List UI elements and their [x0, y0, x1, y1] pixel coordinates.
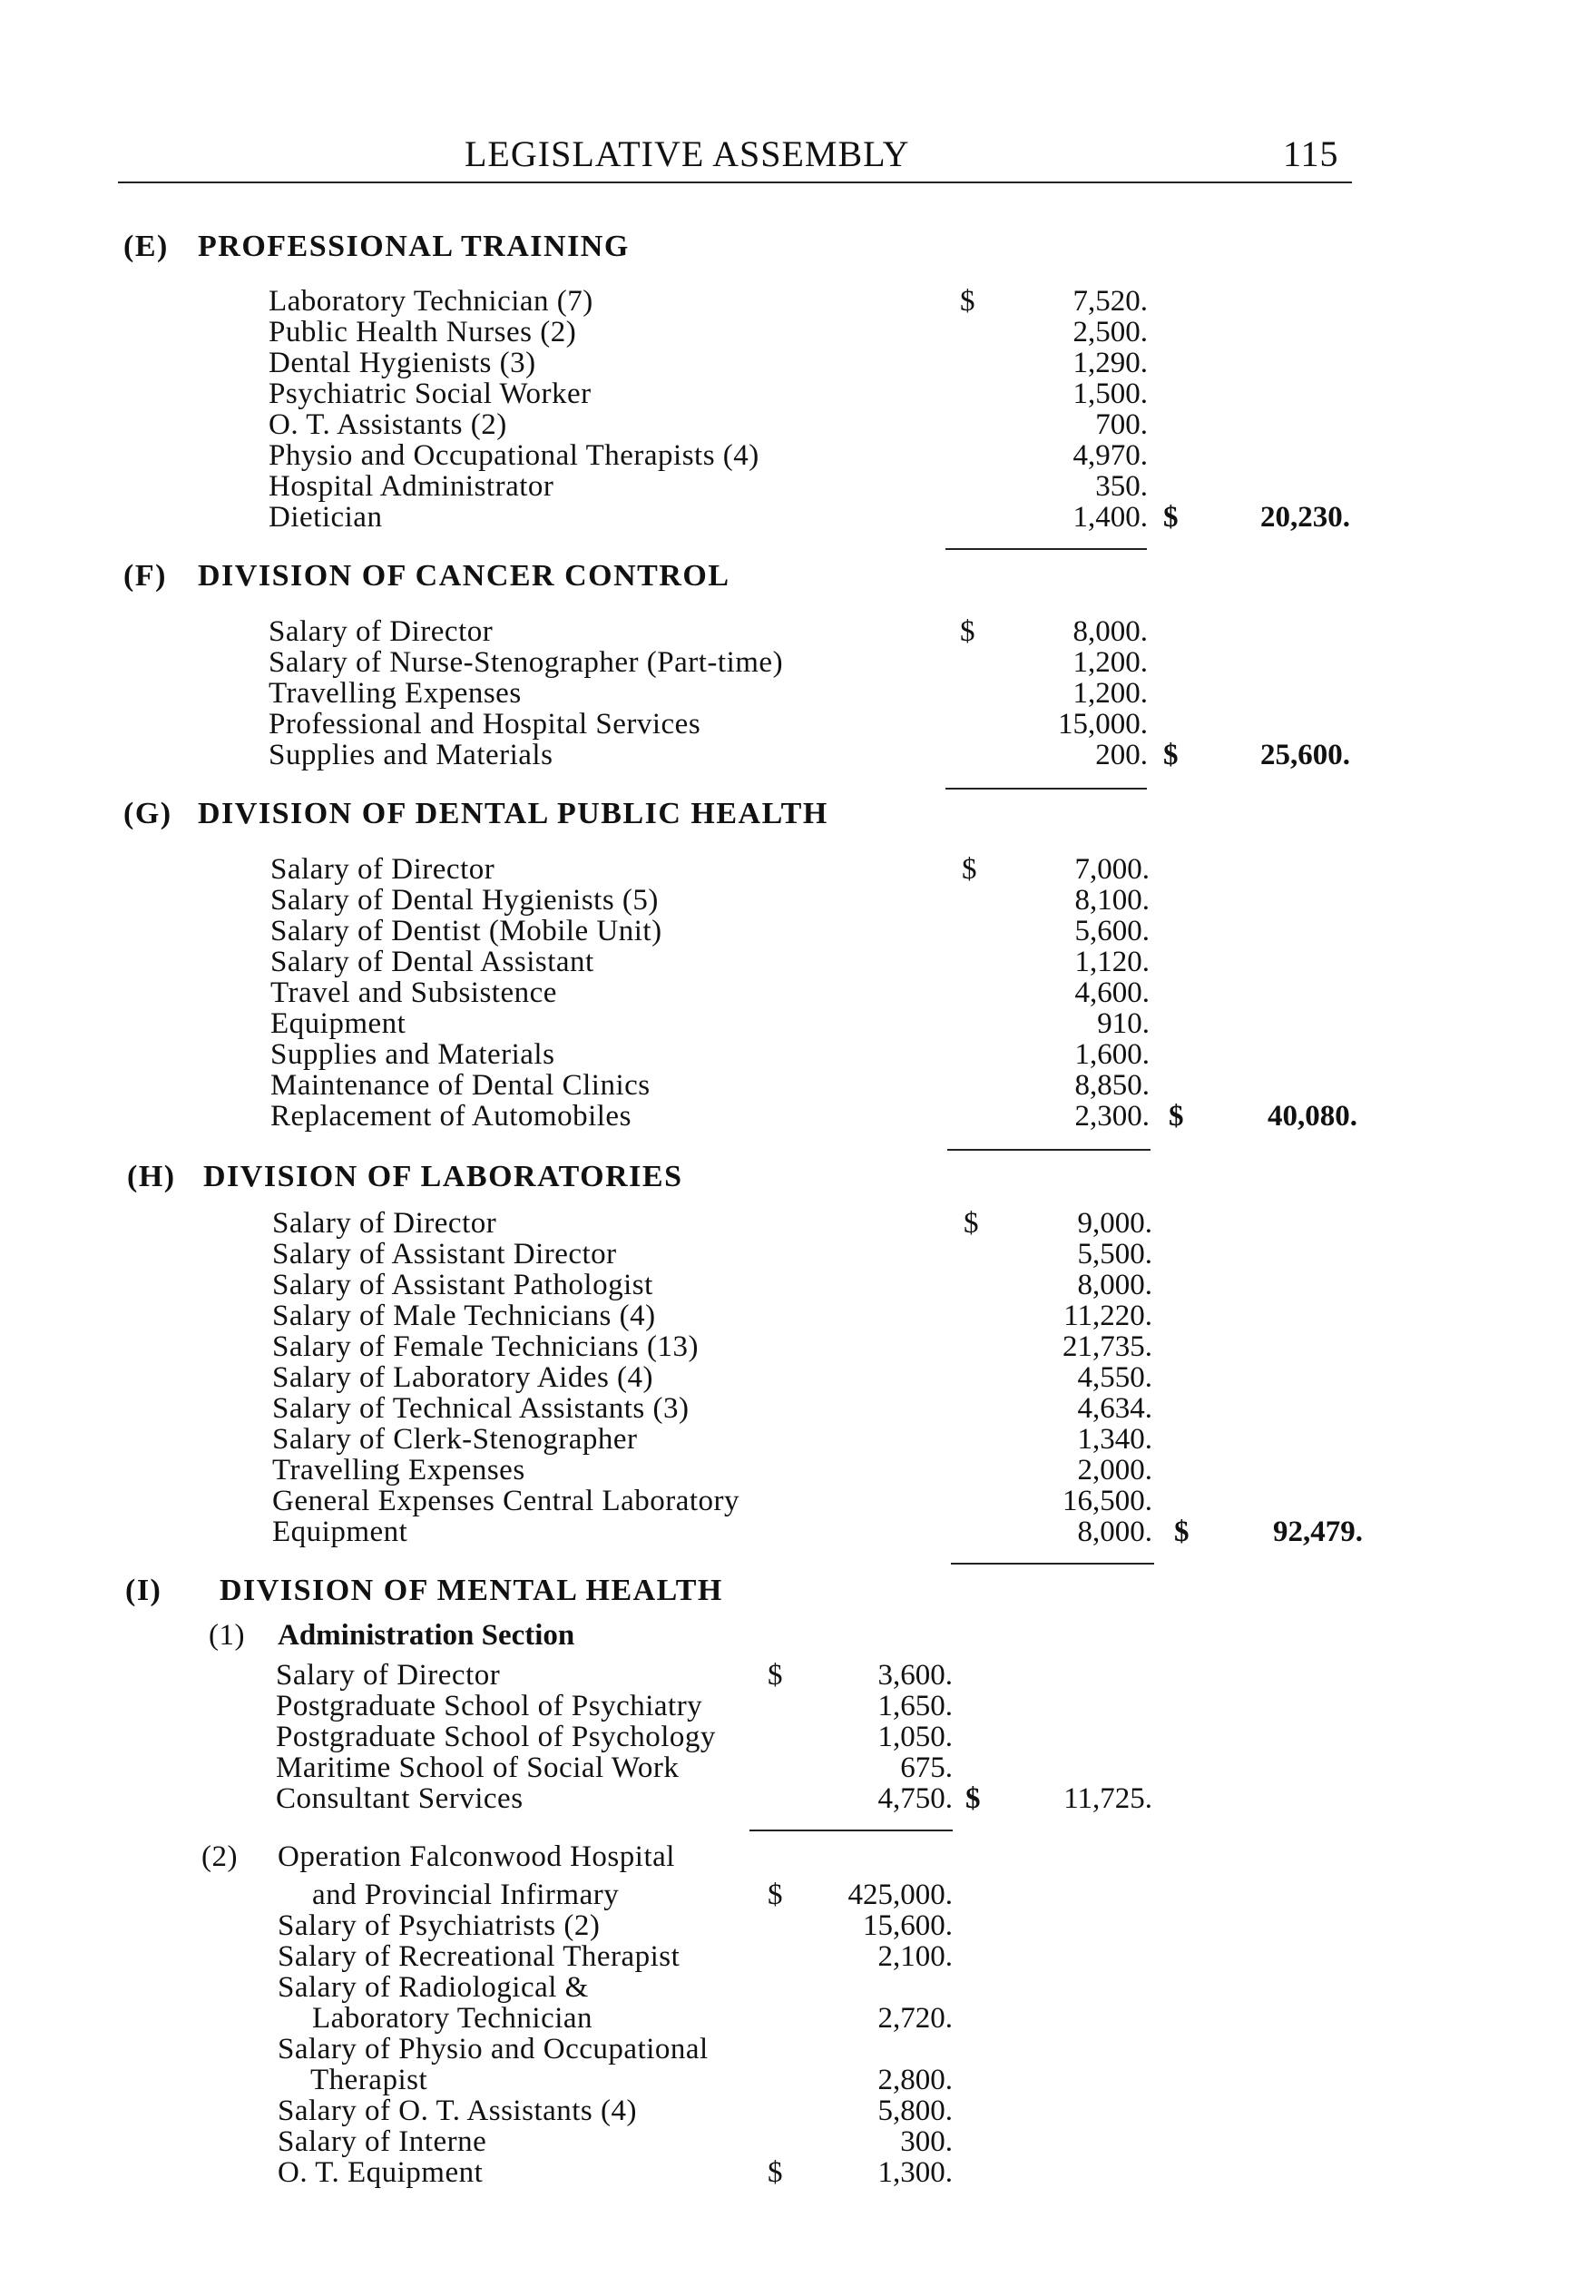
- line-item-label: Salary of Physio and Occupational: [278, 2033, 709, 2065]
- line-item-label: Salary of Nurse-Stenographer (Part-time): [269, 646, 784, 679]
- line-item-label: Salary of Director: [269, 615, 494, 648]
- line-item-label: Salary of Radiological &: [278, 1971, 589, 2004]
- subtotal-rule: [749, 1830, 953, 1831]
- line-item-label: Consultant Services: [276, 1782, 524, 1815]
- line-item-label: Physio and Occupational Therapists (4): [269, 439, 759, 472]
- line-item-amount: 8,000.: [1077, 1516, 1152, 1548]
- section-title: DIVISION OF LABORATORIES: [203, 1160, 683, 1193]
- line-item-label: Equipment: [272, 1516, 408, 1548]
- line-item-label: Salary of Female Technicians (13): [272, 1330, 699, 1363]
- line-item-amount: 1,050.: [877, 1721, 953, 1753]
- section-title: DIVISION OF CANCER CONTROL: [198, 559, 730, 593]
- line-item-amount: 4,750.: [877, 1782, 953, 1815]
- line-item-label: Salary of Recreational Therapist: [278, 1940, 681, 1973]
- line-item-amount: 21,735.: [1062, 1330, 1152, 1363]
- dollar-sign: $: [768, 2156, 783, 2189]
- subsection-title: Administration Section: [278, 1619, 575, 1652]
- section-total: 20,230.: [1260, 501, 1350, 534]
- line-item-label: Salary of Assistant Director: [272, 1238, 617, 1271]
- line-item-amount: 1,200.: [1072, 677, 1148, 710]
- line-item-amount: 5,800.: [877, 2095, 953, 2127]
- line-item-amount: 350.: [1095, 470, 1148, 503]
- line-item-amount: 1,200.: [1072, 646, 1148, 679]
- line-item-label: Salary of Director: [276, 1659, 501, 1692]
- dollar-sign: $: [962, 853, 977, 886]
- line-item-label: Salary of Dentist (Mobile Unit): [270, 915, 662, 947]
- line-item-amount: 8,100.: [1074, 884, 1150, 917]
- line-item-amount: 1,340.: [1077, 1423, 1152, 1456]
- section-letter: (I): [125, 1574, 162, 1607]
- subsection-number: (1): [209, 1619, 245, 1652]
- line-item-amount: 2,720.: [877, 2002, 953, 2035]
- line-item-amount: 2,300.: [1074, 1100, 1150, 1133]
- header-rule: [118, 182, 1352, 183]
- subtotal-rule: [947, 1149, 1150, 1151]
- line-item-label: Therapist: [310, 2064, 428, 2096]
- line-item-amount: 8,850.: [1074, 1069, 1150, 1102]
- line-item-amount: 7,520.: [1072, 285, 1148, 318]
- line-item-label: General Expenses Central Laboratory: [272, 1485, 740, 1517]
- line-item-amount: 11,220.: [1063, 1300, 1152, 1332]
- line-item-label: Psychiatric Social Worker: [269, 378, 592, 410]
- line-item-label: Maritime School of Social Work: [276, 1751, 680, 1784]
- dollar-sign: $: [1174, 1516, 1190, 1548]
- line-item-label: Travelling Expenses: [269, 677, 522, 710]
- line-item-amount: 200.: [1095, 739, 1148, 771]
- subsection-total: 11,725.: [1063, 1782, 1152, 1815]
- line-item-amount: 8,000.: [1077, 1269, 1152, 1301]
- line-item-amount: 425,000.: [847, 1879, 953, 1911]
- subtotal-rule: [951, 1563, 1154, 1565]
- line-item-amount: 4,634.: [1077, 1392, 1152, 1425]
- line-item-amount: 1,400.: [1072, 501, 1148, 534]
- line-item-amount: 4,550.: [1077, 1361, 1152, 1394]
- section-title: DIVISION OF MENTAL HEALTH: [220, 1574, 723, 1607]
- line-item-amount: 1,600.: [1074, 1038, 1150, 1071]
- line-item-label: Salary of Interne: [278, 2125, 487, 2158]
- dollar-sign: $: [964, 1207, 979, 1240]
- line-item-amount: 15,000.: [1058, 708, 1148, 741]
- subsection-number: (2): [201, 1840, 238, 1873]
- line-item-amount: 1,300.: [877, 2156, 953, 2189]
- section-total: 92,479.: [1273, 1516, 1363, 1548]
- line-item-amount: 8,000.: [1072, 615, 1148, 648]
- line-item-label: Replacement of Automobiles: [270, 1100, 632, 1133]
- line-item-amount: 1,500.: [1072, 378, 1148, 410]
- dollar-sign: $: [960, 615, 975, 648]
- line-item-label: Salary of Laboratory Aides (4): [272, 1361, 654, 1394]
- section-title: DIVISION OF DENTAL PUBLIC HEALTH: [198, 797, 828, 830]
- line-item-label: Dental Hygienists (3): [269, 347, 536, 379]
- line-item-amount: 1,290.: [1072, 347, 1148, 379]
- line-item-label: Equipment: [270, 1007, 406, 1040]
- line-item-label: Supplies and Materials: [270, 1038, 555, 1071]
- line-item-label: Salary of Technical Assistants (3): [272, 1392, 690, 1425]
- line-item-label: Salary of Dental Assistant: [270, 946, 594, 978]
- line-item-label: Operation Falconwood Hospital: [278, 1840, 675, 1873]
- line-item-amount: 9,000.: [1077, 1207, 1152, 1240]
- line-item-amount: 5,600.: [1074, 915, 1150, 947]
- dollar-sign: $: [768, 1879, 783, 1911]
- line-item-amount: 2,100.: [877, 1940, 953, 1973]
- dollar-sign: $: [965, 1782, 981, 1815]
- line-item-amount: 16,500.: [1062, 1485, 1152, 1517]
- line-item-label: Salary of Dental Hygienists (5): [270, 884, 659, 917]
- line-item-amount: 700.: [1095, 408, 1148, 441]
- line-item-label: Salary of Psychiatrists (2): [278, 1909, 601, 1942]
- line-item-label: Salary of Male Technicians (4): [272, 1300, 656, 1332]
- line-item-label: Travelling Expenses: [272, 1454, 525, 1487]
- line-item-label: Laboratory Technician: [312, 2002, 593, 2035]
- line-item-label: Maintenance of Dental Clinics: [270, 1069, 651, 1102]
- line-item-label: Laboratory Technician (7): [269, 285, 593, 318]
- subtotal-rule: [945, 548, 1147, 550]
- dollar-sign: $: [960, 285, 975, 318]
- line-item-amount: 3,600.: [877, 1659, 953, 1692]
- line-item-amount: 5,500.: [1077, 1238, 1152, 1271]
- line-item-amount: 675.: [900, 1751, 953, 1784]
- line-item-amount: 910.: [1097, 1007, 1150, 1040]
- page-number: 115: [1283, 133, 1339, 174]
- section-letter: (G): [123, 797, 172, 830]
- line-item-amount: 2,000.: [1077, 1454, 1152, 1487]
- line-item-label: Salary of Director: [270, 853, 495, 886]
- section-letter: (F): [123, 559, 167, 593]
- line-item-label: O. T. Assistants (2): [269, 408, 507, 441]
- line-item-amount: 2,800.: [877, 2064, 953, 2096]
- section-total: 25,600.: [1260, 739, 1350, 771]
- line-item-label: Postgraduate School of Psychology: [276, 1721, 716, 1753]
- line-item-amount: 1,120.: [1074, 946, 1150, 978]
- section-letter: (H): [127, 1160, 176, 1193]
- line-item-label: Supplies and Materials: [269, 739, 553, 771]
- line-item-label: Postgraduate School of Psychiatry: [276, 1690, 703, 1722]
- page-title: LEGISLATIVE ASSEMBLY: [465, 133, 910, 174]
- subtotal-rule: [945, 788, 1147, 790]
- dollar-sign: $: [1163, 501, 1179, 534]
- line-item-label: Public Health Nurses (2): [269, 316, 577, 348]
- line-item-label: Salary of Director: [272, 1207, 497, 1240]
- line-item-label: Salary of Clerk-Stenographer: [272, 1423, 638, 1456]
- section-letter: (E): [123, 230, 169, 263]
- line-item-amount: 7,000.: [1074, 853, 1150, 886]
- line-item-amount: 15,600.: [863, 1909, 953, 1942]
- line-item-label: Salary of Assistant Pathologist: [272, 1269, 653, 1301]
- line-item-amount: 1,650.: [877, 1690, 953, 1722]
- line-item-label: Dietician: [269, 501, 383, 534]
- line-item-label: Travel and Subsistence: [270, 976, 557, 1009]
- section-title: PROFESSIONAL TRAINING: [198, 230, 630, 263]
- line-item-label: Salary of O. T. Assistants (4): [278, 2095, 637, 2127]
- line-item-amount: 300.: [900, 2125, 953, 2158]
- dollar-sign: $: [1169, 1100, 1184, 1133]
- line-item-amount: 4,600.: [1074, 976, 1150, 1009]
- line-item-label: and Provincial Infirmary: [312, 1879, 620, 1911]
- line-item-label: Hospital Administrator: [269, 470, 554, 503]
- line-item-amount: 4,970.: [1072, 439, 1148, 472]
- line-item-label: Professional and Hospital Services: [269, 708, 701, 741]
- line-item-label: O. T. Equipment: [278, 2156, 484, 2189]
- line-item-amount: 2,500.: [1072, 316, 1148, 348]
- dollar-sign: $: [1163, 739, 1179, 771]
- dollar-sign: $: [768, 1659, 783, 1692]
- section-total: 40,080.: [1268, 1100, 1357, 1133]
